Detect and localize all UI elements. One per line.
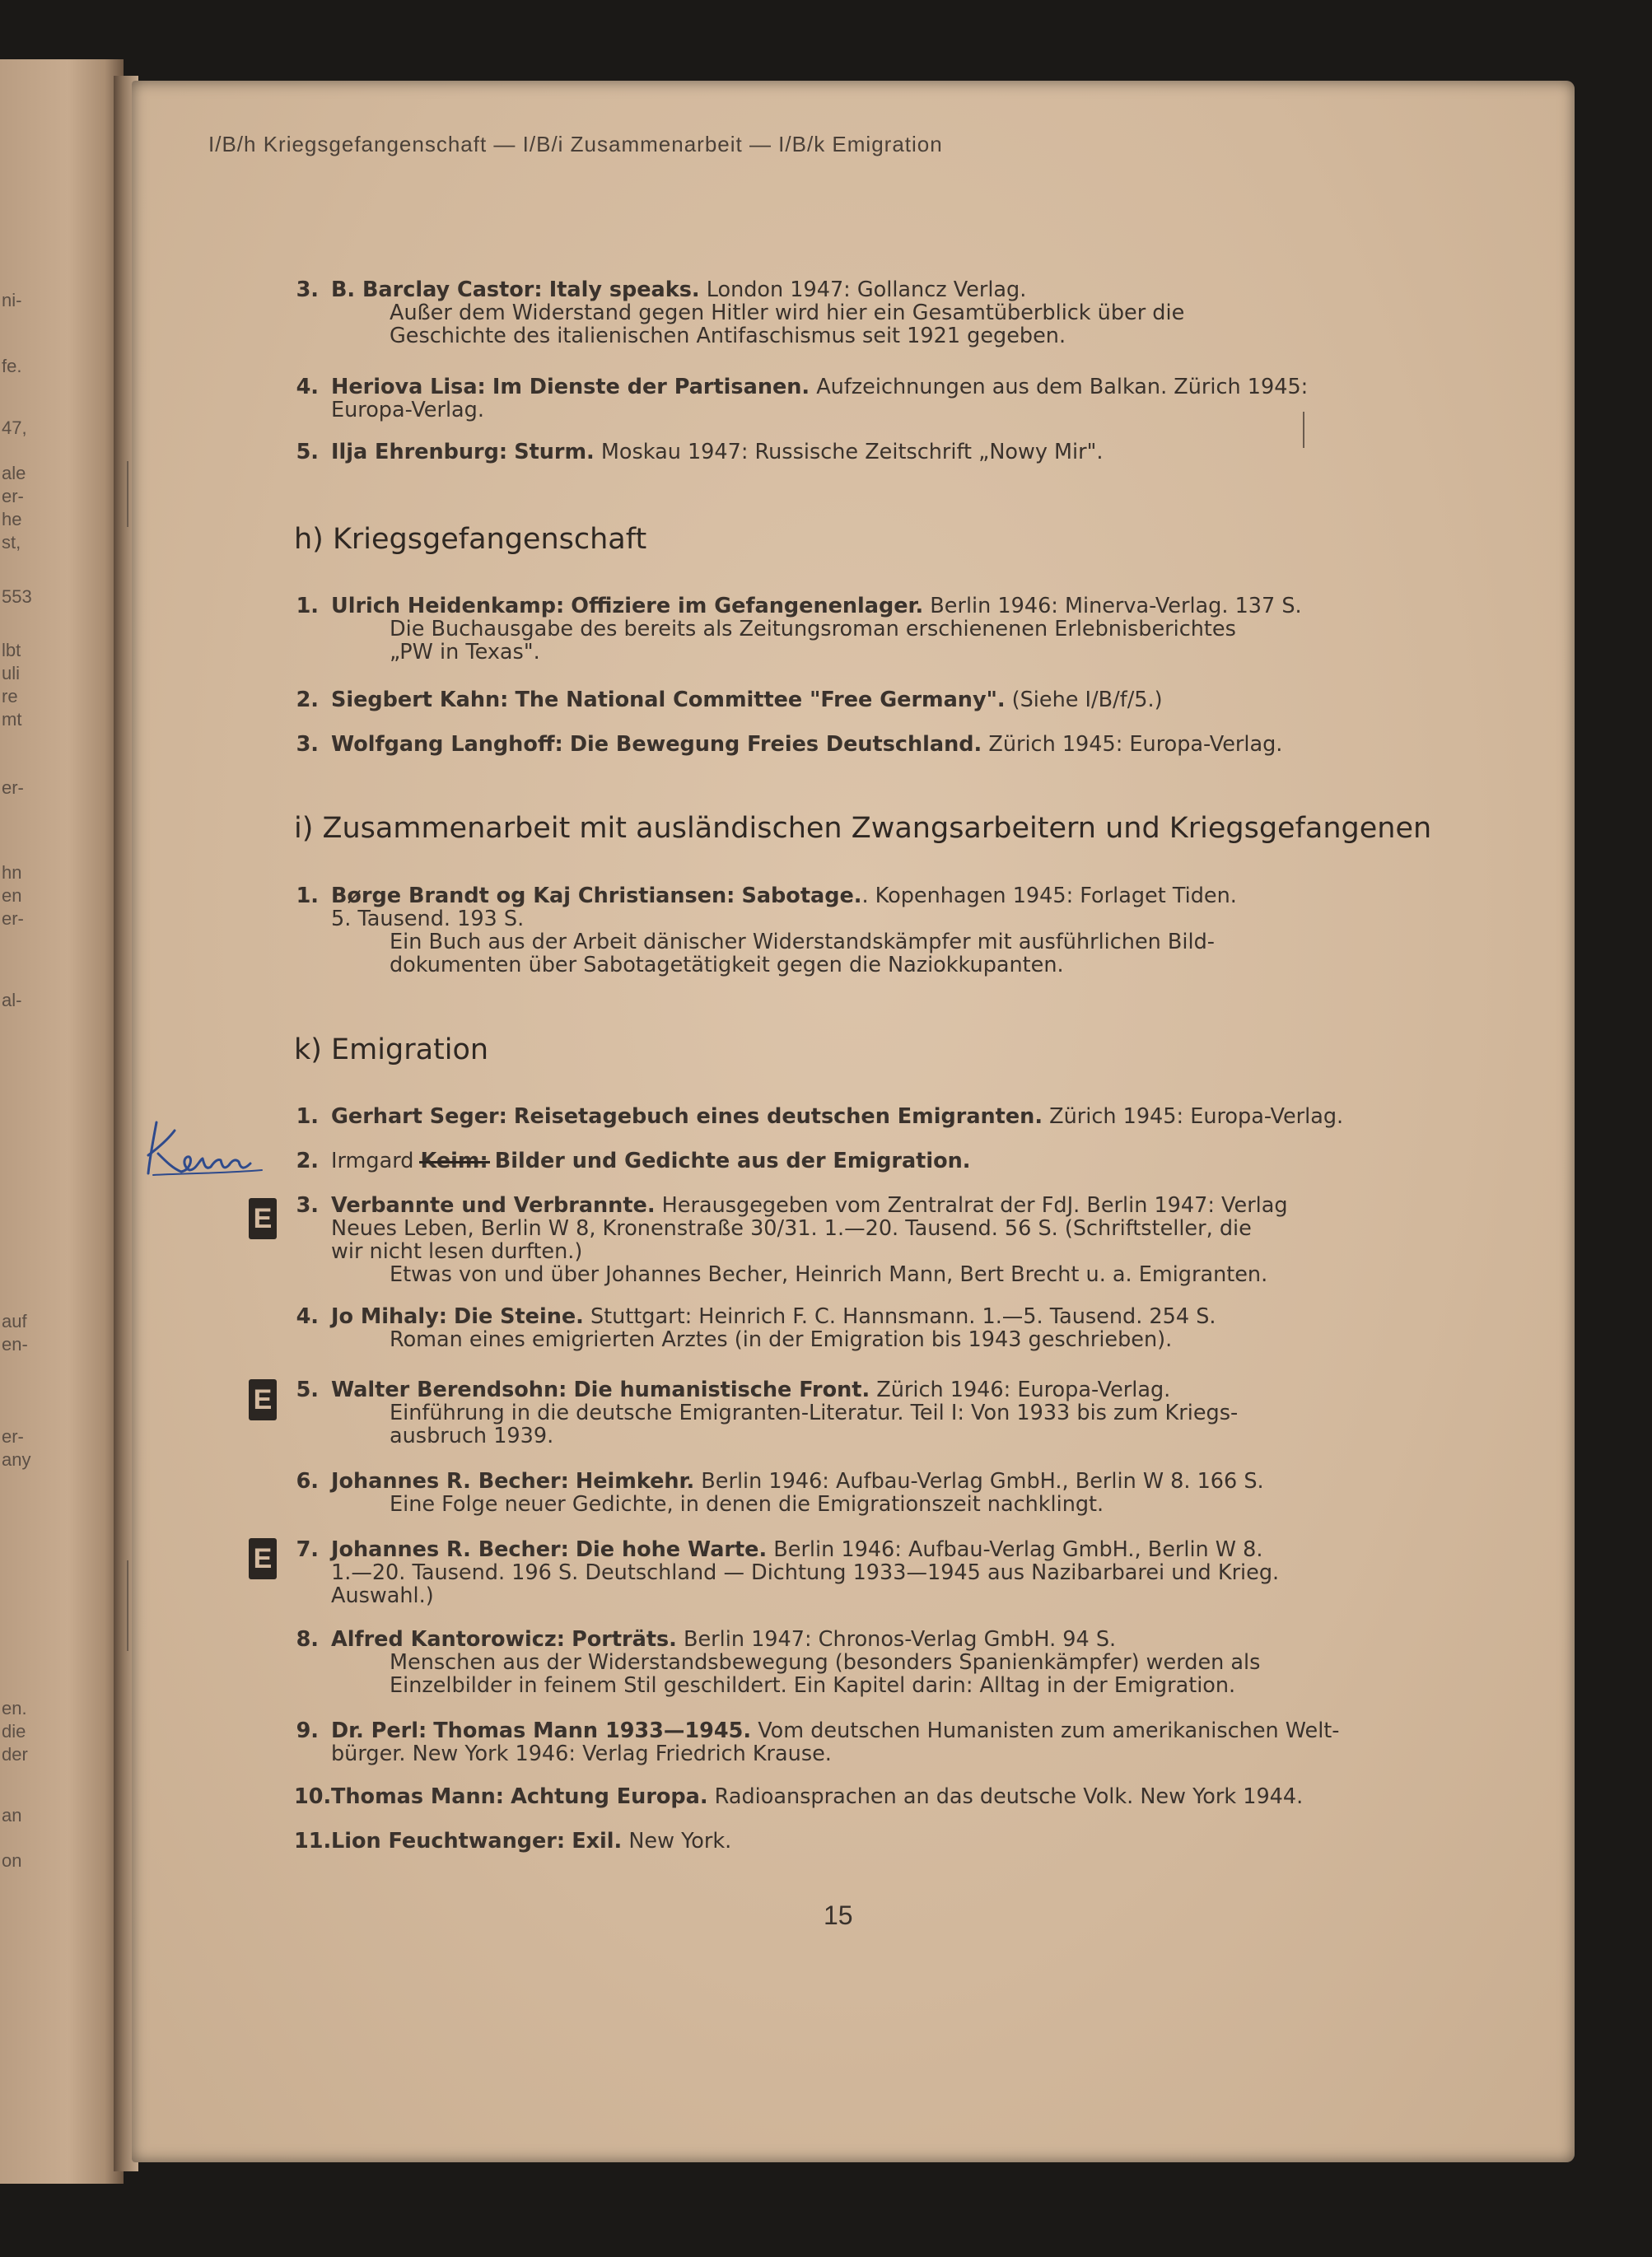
entry-title: Im Dienste der Partisanen.	[492, 375, 810, 399]
entry-author: Alfred Kantorowicz:	[331, 1627, 565, 1652]
fragment: er-	[2, 1426, 24, 1447]
entry-publication: Zürich 1945: Europa-Verlag.	[988, 732, 1283, 757]
entry-author: B. Barclay Castor:	[331, 277, 543, 302]
entry-title: Porträts.	[572, 1627, 677, 1652]
bibliography-entry	[294, 1470, 1513, 1516]
entry-title: Die Steine.	[454, 1304, 584, 1329]
entry-publication: Berlin 1946: Aufbau-Verlag GmbH., Berlin W 8. 166 S.	[701, 1469, 1264, 1494]
entry-title: Italy speaks.	[548, 277, 700, 302]
entry-title: Reisetagebuch eines deutschen Emigranten.	[513, 1104, 1043, 1129]
entry-annotation: ausbruch 1939.	[390, 1424, 554, 1448]
bibliography-entry	[294, 1378, 1513, 1448]
bibliography-entry	[294, 1719, 1513, 1765]
bibliography-entry	[294, 1105, 1513, 1128]
entry-author: Børge Brandt og Kaj Christiansen:	[331, 884, 735, 908]
entry-continuation: 5. Tausend. 193 S.	[331, 907, 525, 931]
fragment: en-	[2, 1334, 28, 1355]
fragment: der	[2, 1744, 28, 1765]
entry-number: 5.	[296, 440, 319, 464]
entry-continuation: Europa-Verlag.	[331, 398, 484, 422]
struck-out-word: Keim:	[420, 1149, 488, 1173]
entry-annotation: Ein Buch aus der Arbeit dänischer Widerstandskämpfer mit ausführlichen Bild-	[390, 930, 1215, 954]
entry-title: Achtung Europa.	[511, 1784, 708, 1809]
entry-number: 8.	[296, 1627, 319, 1652]
bibliography-entry	[294, 278, 1513, 347]
entry-author: Heriova Lisa:	[331, 375, 486, 399]
pencil-mark	[127, 461, 128, 527]
entry-title: Offiziere im Gefangenenlager.	[571, 594, 924, 618]
pencil-mark	[127, 1560, 128, 1651]
bibliography-entry	[294, 1830, 1513, 1853]
entry-annotation: Etwas von und über Johannes Becher, Heinrich Mann, Bert Brecht u. a. Emigranten.	[390, 1262, 1268, 1287]
fragment: die	[2, 1721, 26, 1742]
fragment: re	[2, 686, 18, 706]
entry-title: Die hohe Warte.	[575, 1537, 768, 1562]
entry-continuation: wir nicht lesen durften.)	[331, 1239, 583, 1264]
entry-annotation: „PW in Texas".	[390, 640, 540, 665]
entry-number: 4.	[296, 1304, 319, 1329]
entry-annotation: Geschichte des italienischen Antifaschismus seit 1921 gegeben.	[390, 324, 1066, 348]
entry-publication: Zürich 1946: Europa-Verlag.	[876, 1378, 1171, 1402]
entry-author: Siegbert Kahn:	[331, 688, 509, 712]
entry-continuation: Auswahl.)	[331, 1583, 434, 1608]
entry-title: The National Committee "Free Germany".	[515, 688, 1006, 712]
section-heading-h: h) Kriegsgefangenschaft	[294, 523, 647, 556]
bibliography-entry	[294, 1194, 1513, 1286]
fragment: er-	[2, 486, 24, 506]
entry-number: 3.	[296, 1193, 319, 1218]
bibliography-entry	[294, 1628, 1513, 1697]
entry-title: Die Bewegung Freies Deutschland.	[569, 732, 982, 757]
entry-publication: Berlin 1947: Chronos-Verlag GmbH. 94 S.	[683, 1627, 1117, 1652]
entry-number: 9.	[296, 1718, 319, 1743]
fragment: an	[2, 1805, 22, 1826]
bibliography-entry	[294, 441, 1513, 464]
entry-number: 5.	[296, 1378, 319, 1402]
bibliography-entry	[294, 733, 1513, 756]
entry-publication: (Siehe I/B/f/5.)	[1011, 688, 1163, 712]
fragment: fe.	[2, 356, 22, 376]
e-marker-stamp: E	[249, 1538, 277, 1579]
section-heading-i: i) Zusammenarbeit mit ausländischen Zwangsarbeitern und Kriegsgefangenen	[294, 812, 1432, 845]
entry-number: 3.	[296, 277, 319, 302]
entry-title: Exil.	[572, 1829, 623, 1854]
section-heading-k: k) Emigration	[294, 1033, 489, 1066]
entry-number: 7.	[296, 1537, 319, 1562]
entry-number: 1.	[296, 884, 319, 908]
bibliography-entry	[294, 595, 1513, 664]
fragment: any	[2, 1449, 31, 1470]
entry-number: 1.	[296, 594, 319, 618]
entry-annotation: Roman eines emigrierten Arztes (in der Emigration bis 1943 geschrieben).	[390, 1327, 1173, 1352]
entry-author: Wolfgang Langhoff:	[331, 732, 563, 757]
entry-author: Walter Berendsohn:	[331, 1378, 567, 1402]
entry-annotation: Die Buchausgabe des bereits als Zeitungsroman erschienenen Erlebnisberichtes	[390, 617, 1236, 641]
fragment: mt	[2, 709, 22, 730]
entry-publication: Moskau 1947: Russische Zeitschrift „Nowy Mir".	[600, 440, 1104, 464]
fragment: 47,	[2, 417, 27, 438]
fragment: uli	[2, 663, 21, 683]
entry-number: 6.	[296, 1469, 319, 1494]
entry-annotation: Einzelbilder in feinem Stil geschildert. Ein Kapitel darin: Alltag in der Emigration.	[390, 1673, 1236, 1698]
entry-title: Thomas Mann 1933—1945.	[433, 1718, 752, 1743]
entry-number: 1.	[296, 1104, 319, 1129]
entry-number: 3.	[296, 732, 319, 757]
fragment: ale	[2, 463, 26, 483]
fragment: auf	[2, 1311, 27, 1331]
fragment: 553	[2, 586, 32, 607]
entry-title: Bilder und Gedichte aus der Emigration.	[494, 1149, 971, 1173]
facing-page-edge	[0, 59, 124, 2184]
entry-title: Sturm.	[514, 440, 595, 464]
entry-author: Irmgard	[331, 1149, 414, 1173]
running-header: I/B/h Kriegsgefangenschaft — I/B/i Zusammenarbeit — I/B/k Emigration	[208, 132, 943, 156]
fragment: lbt	[2, 640, 21, 660]
fragment: al-	[2, 990, 22, 1010]
entry-number: 11.	[294, 1829, 332, 1854]
entry-author: Gerhart Seger:	[331, 1104, 507, 1129]
entry-number: 10.	[294, 1784, 332, 1809]
entry-author: Thomas Mann:	[331, 1784, 504, 1809]
entry-author: Lion Feuchtwanger:	[331, 1829, 566, 1854]
fragment: er-	[2, 777, 24, 798]
fragment: ni-	[2, 290, 22, 310]
entry-publication: Berlin 1946: Aufbau-Verlag GmbH., Berlin W 8.	[773, 1537, 1263, 1562]
entry-title: Heimkehr.	[575, 1469, 695, 1494]
entry-publication: Aufzeichnungen aus dem Balkan. Zürich 1945:	[816, 375, 1309, 399]
bibliography-entry	[294, 1149, 1513, 1173]
entry-publication: Radioansprachen an das deutsche Volk. New York 1944.	[714, 1784, 1304, 1809]
fragment: er-	[2, 908, 24, 929]
entry-annotation: Einführung in die deutsche Emigranten-Literatur. Teil I: Von 1933 bis zum Kriegs-	[390, 1401, 1239, 1425]
fragment: en	[2, 885, 22, 906]
fragment: st,	[2, 532, 21, 553]
e-marker-stamp: E	[249, 1198, 277, 1239]
entry-title: Die humanistische Front.	[573, 1378, 870, 1402]
pencil-mark	[1303, 412, 1304, 448]
entry-author: Ilja Ehrenburg:	[331, 440, 508, 464]
entry-continuation: bürger. New York 1946: Verlag Friedrich Krause.	[331, 1742, 832, 1766]
entry-publication: New York.	[628, 1829, 732, 1854]
entry-title: Sabotage.	[741, 884, 862, 908]
fragment: on	[2, 1850, 22, 1871]
entry-publication: Vom deutschen Humanisten zum amerikanischen Welt-	[758, 1718, 1340, 1743]
bibliography-entry	[294, 688, 1513, 711]
entry-author: Johannes R. Becher:	[331, 1469, 569, 1494]
entry-author: Dr. Perl:	[331, 1718, 427, 1743]
fragment: hn	[2, 862, 22, 883]
entry-annotation: Eine Folge neuer Gedichte, in denen die Emigrationszeit nachklingt.	[390, 1492, 1104, 1517]
entry-publication: London 1947: Gollancz Verlag.	[706, 277, 1027, 302]
bibliography-entry	[294, 1538, 1513, 1607]
entry-author: Verbannte und Verbrannte.	[331, 1193, 656, 1218]
bibliography-entry	[294, 884, 1513, 977]
bibliography-entry	[294, 1785, 1513, 1808]
bibliography-entry	[294, 1305, 1513, 1351]
entry-number: 2.	[296, 688, 319, 712]
entry-continuation: 1.—20. Tausend. 196 S. Deutschland — Dichtung 1933—1945 aus Nazibarbarei und Krieg.	[331, 1560, 1280, 1585]
entry-annotation: dokumenten über Sabotagetätigkeit gegen die Naziokkupanten.	[390, 953, 1064, 977]
entry-annotation: Außer dem Widerstand gegen Hitler wird hier ein Gesamtüberblick über die	[390, 301, 1185, 325]
bibliography-entry	[294, 375, 1513, 422]
entry-publication: Stuttgart: Heinrich F. C. Hannsmann. 1.—5. Tausend. 254 S.	[590, 1304, 1216, 1329]
entry-number: 4.	[296, 375, 319, 399]
page-number: 15	[824, 1900, 853, 1930]
entry-author: Jo Mihaly:	[331, 1304, 447, 1329]
fragment: he	[2, 509, 22, 529]
fragment: en.	[2, 1698, 27, 1718]
entry-publication: Zürich 1945: Europa-Verlag.	[1049, 1104, 1344, 1129]
e-marker-stamp: E	[249, 1379, 277, 1420]
entry-publication: Berlin 1946: Minerva-Verlag. 137 S.	[930, 594, 1302, 618]
entry-annotation: Menschen aus der Widerstandsbewegung (besonders Spanienkämpfer) werden als	[390, 1650, 1261, 1675]
entry-author: Johannes R. Becher:	[331, 1537, 569, 1562]
handwritten-correction	[142, 1116, 265, 1182]
entry-number: 2.	[296, 1149, 319, 1173]
entry-publication: . Kopenhagen 1945: Forlaget Tiden.	[861, 884, 1237, 908]
entry-publication: Herausgegeben vom Zentralrat der FdJ. Berlin 1947: Verlag	[661, 1193, 1288, 1218]
entry-continuation: Neues Leben, Berlin W 8, Kronenstraße 30/31. 1.—20. Tausend. 56 S. (Schriftsteller, die	[331, 1216, 1252, 1241]
entry-author: Ulrich Heidenkamp:	[331, 594, 565, 618]
